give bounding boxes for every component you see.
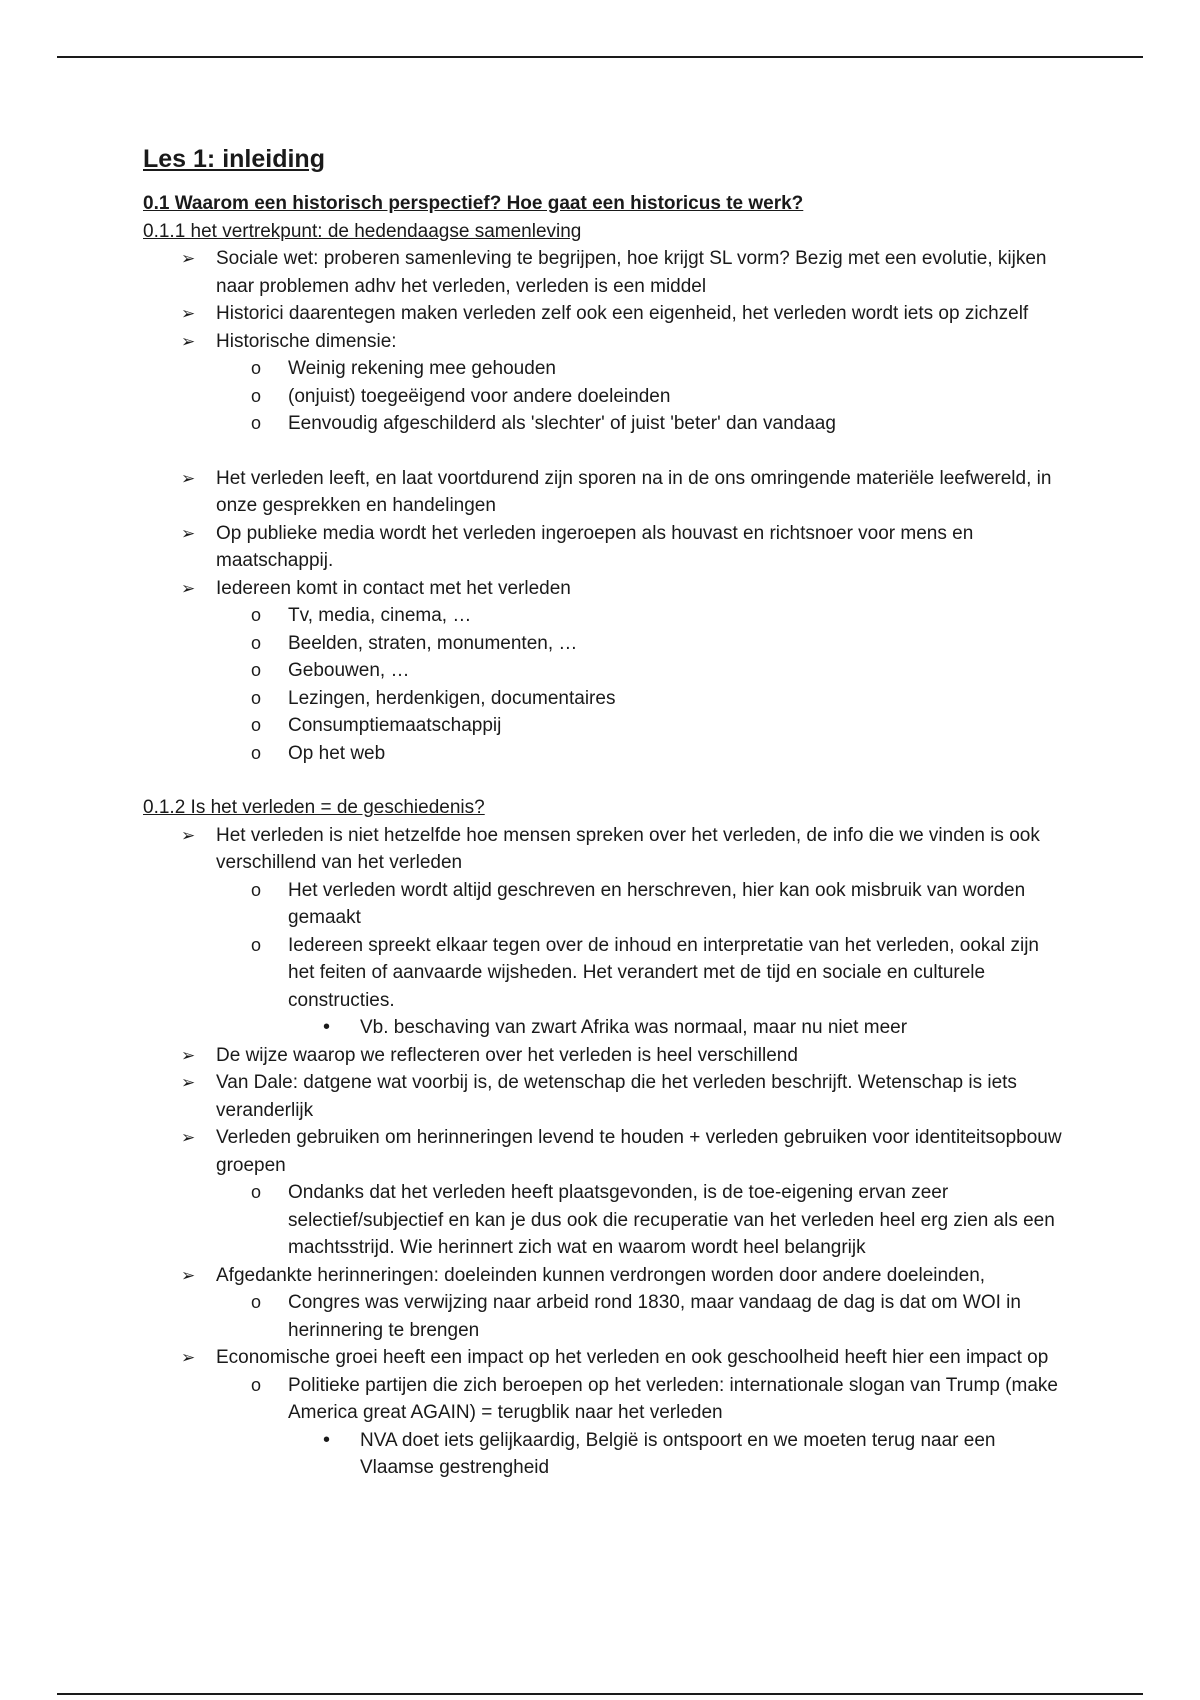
bullet-list <box>143 1262 1063 1290</box>
list-item: ➢ Het verleden leeft, en laat voortdurend zijn sporen na in de ons omringende materiële leefwereld, in onze gesprekken en handelingen <box>143 465 1063 520</box>
document-page <box>143 142 1063 1482</box>
arrow-bullet-icon: ➢ <box>181 1045 196 1065</box>
dot-bullet-icon: • <box>323 1016 331 1038</box>
circle-bullet-icon: o <box>251 715 262 735</box>
list-item: ➢ Iedereen komt in contact met het verleden <box>143 575 1063 603</box>
list-item: o Congres was verwijzing naar arbeid rond 1830, maar vandaag de dag is dat om WOI in herinnering te brengen <box>143 1289 1063 1344</box>
arrow-bullet-icon: ➢ <box>181 1128 196 1147</box>
list-item: ➢ Economische groei heeft een impact op het verleden en ook geschoolheid heeft hier een impact op <box>143 1344 1063 1372</box>
dot-bullet-icon: • <box>323 1428 331 1451</box>
circle-bullet-icon: o <box>251 742 262 763</box>
bullet-list-0-1-1 <box>143 245 1063 355</box>
arrow-bullet-icon: ➢ <box>181 468 196 488</box>
circle-bullet-icon: o <box>251 687 262 708</box>
circle-bullet-icon: o <box>251 879 262 900</box>
list-item: o Politieke partijen die zich beroepen op het verleden: internationale slogan van Trump (make America great AGAIN) = terugblik naar het verleden <box>143 1372 1063 1427</box>
arrow-bullet-icon: ➢ <box>181 304 196 323</box>
list-item: o Iedereen spreekt elkaar tegen over de inhoud en interpretatie van het verleden, ookal zijn het feiten of aanvaarde wijsheden. Het verandert met de tijd en sociale en culturele constructies. <box>143 932 1063 1015</box>
circle-bullet-icon: o <box>251 934 262 955</box>
list-item: ➢ Op publieke media wordt het verleden ingeroepen als houvast en richtsnoer voor mens en maatschappij. <box>143 520 1063 575</box>
section-heading-0-1: 0.1 Waarom een historisch perspectief? Hoe gaat een historicus te werk? <box>143 193 804 214</box>
footer-rule <box>57 1693 1143 1695</box>
sub-sub-list <box>143 1014 1063 1042</box>
circle-bullet-icon: o <box>251 1182 262 1202</box>
circle-bullet-icon: o <box>251 632 262 653</box>
circle-bullet-icon: o <box>251 385 262 406</box>
bullet-list <box>143 1042 1063 1180</box>
list-item: o Het verleden wordt altijd geschreven en herschreven, hier kan ook misbruik van worden gemaakt <box>143 877 1063 932</box>
spacer <box>143 767 1063 794</box>
arrow-bullet-icon: ➢ <box>181 1265 196 1285</box>
section-heading-0-1-2: 0.1.2 Is het verleden = de geschiedenis? <box>143 797 485 818</box>
list-item: ➢ Verleden gebruiken om herinneringen levend te houden + verleden gebruiken voor identiteitsopbouw groepen <box>143 1124 1063 1179</box>
list-item: o Tv, media, cinema, … <box>143 602 1063 630</box>
circle-bullet-icon: o <box>251 413 262 433</box>
arrow-bullet-icon: ➢ <box>181 578 196 598</box>
circle-bullet-icon: o <box>251 358 262 378</box>
bullet-list <box>143 1344 1063 1372</box>
list-item: • NVA doet iets gelijkaardig, België is ontspoort en we moeten terug naar een Vlaamse gestrengheid <box>323 1428 996 1478</box>
list-item: ➢ Het verleden is niet hetzelfde hoe mensen spreken over het verleden, de info die we vinden is ook verschillend van het verleden <box>143 822 1063 877</box>
bullet-list <box>143 465 1063 603</box>
spacer <box>143 438 1063 465</box>
list-item: ➢ De wijze waarop we reflecteren over het verleden is heel verschillend <box>143 1042 1063 1070</box>
circle-bullet-icon: o <box>251 1292 262 1312</box>
list-item: ➢ Historici daarentegen maken verleden zelf ook een eigenheid, het verleden wordt iets op zichzelf <box>143 300 1063 328</box>
list-item: o Eenvoudig afgeschilderd als 'slechter' of juist 'beter' dan vandaag <box>143 410 1063 438</box>
page-title: Les 1: inleiding <box>143 145 325 173</box>
sub-list <box>143 1372 1063 1427</box>
arrow-bullet-icon: ➢ <box>181 1073 196 1092</box>
arrow-bullet-icon: ➢ <box>181 1348 196 1367</box>
sub-list <box>143 602 1063 767</box>
section-heading-0-1-1: 0.1.1 het vertrekpunt: de hedendaagse samenleving <box>143 220 582 242</box>
list-item: o Gebouwen, … <box>143 657 1063 685</box>
arrow-bullet-icon: ➢ <box>181 523 196 543</box>
sub-list <box>143 877 1063 1015</box>
list-item: o Ondanks dat het verleden heeft plaatsgevonden, is de toe-eigening ervan zeer selectief/subjectief en kan je dus ook die recuperatie van het verleden heel erg zien als een machtsstrijd. Wie herinnert zich wat en waarom wordt heel belangrijk <box>143 1179 1063 1262</box>
list-item: ➢ Van Dale: datgene wat voorbij is, de wetenschap die het verleden beschrijft. Wetenschap is iets veranderlijk <box>143 1069 1063 1124</box>
arrow-bullet-icon: ➢ <box>181 249 196 268</box>
list-item: • Vb. beschaving van zwart Afrika was normaal, maar nu niet meer <box>143 1014 1063 1042</box>
list-item: o Beelden, straten, monumenten, … <box>143 630 1063 658</box>
circle-bullet-icon: o <box>251 605 262 625</box>
circle-bullet-icon: o <box>251 1374 262 1395</box>
list-item: o Weinig rekening mee gehouden <box>143 355 1063 383</box>
bullet-list-0-1-2 <box>143 822 1063 877</box>
sub-list <box>143 1289 1063 1344</box>
list-item: o Op het web <box>143 740 1063 768</box>
header-rule <box>57 56 1143 58</box>
list-item: ➢ Historische dimensie: <box>143 328 1063 356</box>
list-item: ➢ Sociale wet: proberen samenleving te begrijpen, hoe krijgt SL vorm? Bezig met een evolutie, kijken naar problemen adhv het verleden, verleden is een middel <box>143 245 1063 300</box>
sub-list <box>143 1179 1063 1262</box>
circle-bullet-icon: o <box>251 660 262 680</box>
sub-sub-list <box>143 1427 1063 1482</box>
sub-list <box>143 355 1063 438</box>
list-item: o Lezingen, herdenkigen, documentaires <box>143 685 1063 713</box>
list-item: ➢ Afgedankte herinneringen: doeleinden kunnen verdrongen worden door andere doeleinden, <box>143 1262 1063 1290</box>
arrow-bullet-icon: ➢ <box>181 331 196 351</box>
list-item: o Consumptiemaatschappij <box>143 712 1063 740</box>
arrow-bullet-icon: ➢ <box>181 825 196 845</box>
list-item: o (onjuist) toegeëigend voor andere doeleinden <box>143 383 1063 411</box>
